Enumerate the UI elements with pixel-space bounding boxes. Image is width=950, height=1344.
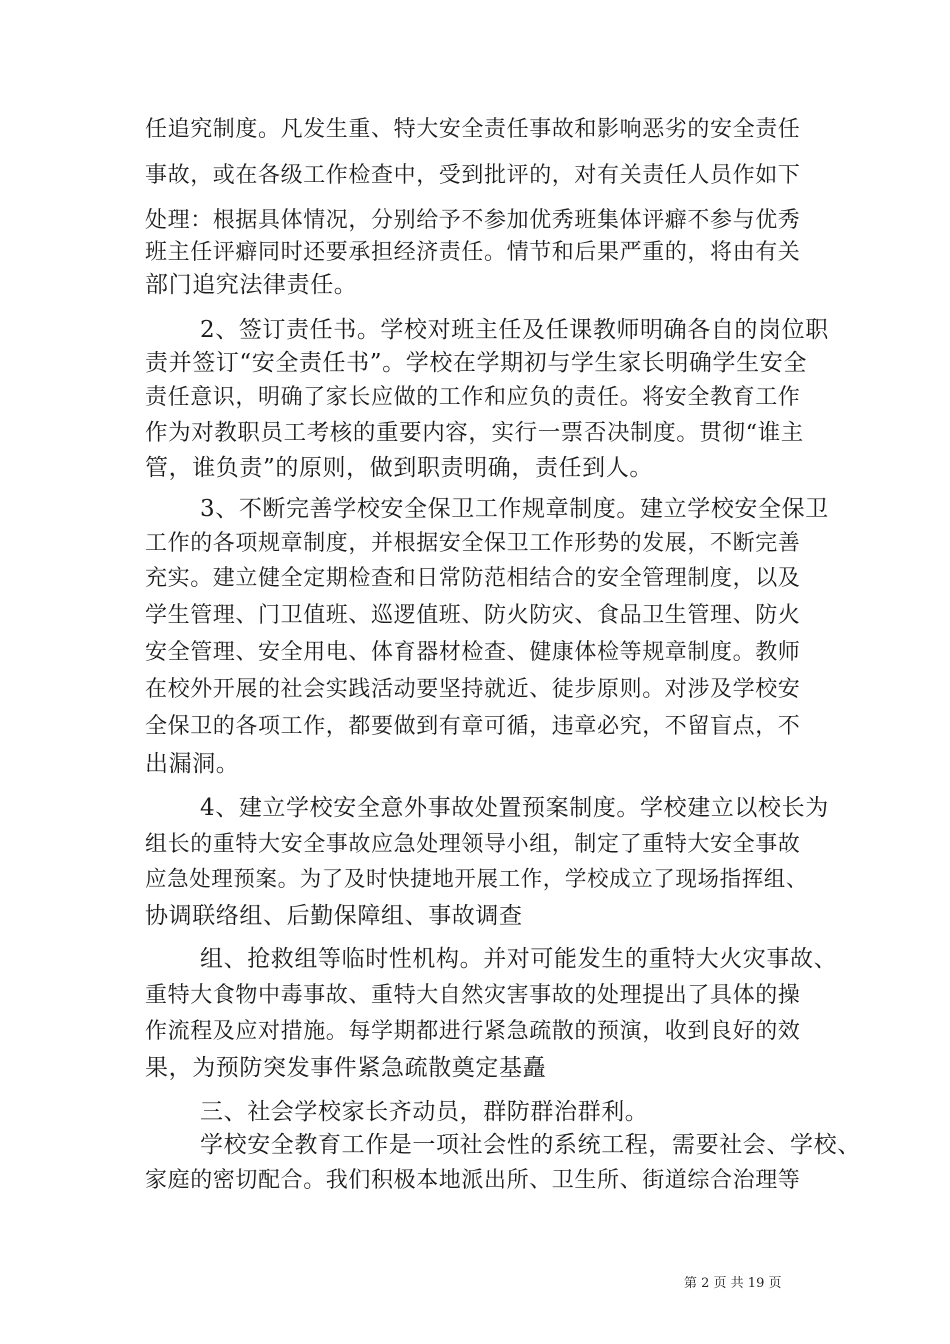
text-line: 组长的重特大安全事故应急处理领导小组，制定了重特大安全事故 [145,832,801,857]
text-line: 责并签订“安全责任书”。学校在学期初与学生家长明确学生安全 [145,350,807,376]
paragraph-start: 学校安全教育工作是一项社会性的系统工程，需要社会、学校、 [200,1132,861,1158]
paragraph-start: 3、不断完善学校安全保卫工作规章制度。建立学校安全保卫 [200,496,829,522]
text-line: 任追究制度。凡发生重、特大安全责任事故和影响恶劣的安全责任 [145,117,801,142]
text-line: 出漏洞。 [145,751,240,777]
text-line: 班主任评癖同时还要承担经济责任。情节和后果严重的，将由有关 [145,240,801,265]
text-line: 部门追究法律责任。 [145,272,358,298]
text-line: 责任意识，明确了家长应做的工作和应负的责任。将安全教育工作 [145,385,801,410]
paragraph-start: 2、签订责任书。学校对班主任及任课教师明确各自的岗位职 [200,317,829,343]
text-line: 作流程及应对措施。每学期都进行紧急疏散的预演，收到良好的效 [145,1019,801,1044]
paragraph-start: 4、建立学校安全意外事故处置预案制度。学校建立以校长为 [200,795,829,821]
text-line: 家庭的密切配合。我们积极本地派出所、卫生所、街道综合治理等 [145,1168,801,1193]
text-line: 重特大食物中毒事故、重特大自然灾害事故的处理提出了具体的操 [145,983,801,1008]
text-line: 处理：根据具体情况，分别给予不参加优秀班集体评癖不参与优秀 [145,208,801,233]
text-line: 工作的各项规章制度，并根据安全保卫工作形势的发展，不断完善 [145,531,801,556]
text-line: 充实。建立健全定期检查和日常防范相结合的安全管理制度，以及 [145,566,801,591]
page-number-footer: 第 2 页 共 19 页 [684,1276,782,1291]
text-line: 应急处理预案。为了及时快捷地开展工作，学校成立了现场指挥组、 [145,867,809,892]
text-line: 安全管理、安全用电、体育器材检查、健康体检等规章制度。教师 [145,640,801,665]
text-line: 管，谁负责”的原则，做到职责明确，责任到人。 [145,455,653,481]
text-line: 在校外开展的社会实践活动要坚持就近、徒步原则。对涉及学校安 [145,677,801,702]
text-line: 事故，或在各级工作检查中，受到批评的，对有关责任人员作如下 [145,163,801,188]
paragraph-start: 组、抢救组等临时性机构。并对可能发生的重特大火灾事故、 [200,946,838,972]
text-line: 学生管理、门卫值班、巡逻值班、防火防灾、食品卫生管理、防火 [145,603,801,628]
section-heading: 三、社会学校家长齐动员，群防群治群利。 [200,1099,649,1125]
text-line: 作为对教职员工考核的重要内容，实行一票否决制度。贯彻“谁主 [145,420,804,446]
text-line: 全保卫的各项工作，都要做到有章可循，违章必究，不留盲点，不 [145,714,801,739]
text-line: 果，为预防突发事件紧急疏散奠定基矗 [145,1055,547,1081]
text-line: 协调联络组、后勤保障组、事故调查 [145,903,523,929]
